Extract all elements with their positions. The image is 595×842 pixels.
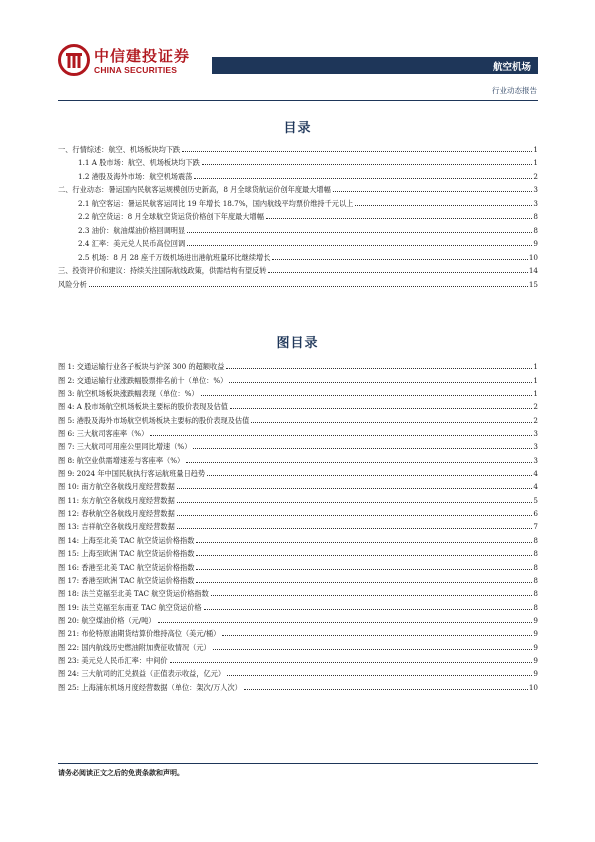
toc-title: 目录 <box>283 121 312 136</box>
page-number: 1 <box>533 389 538 399</box>
page-number: 10 <box>528 682 538 692</box>
entry-label: 图 17: 香港至欧洲 TAC 航空货运价格指数 <box>58 575 195 585</box>
page-number: 9 <box>533 629 538 639</box>
entry-label: 2.4 汇率：美元兑人民币高位回调 <box>78 239 186 248</box>
dot-leader <box>202 164 533 165</box>
page-number: 8 <box>533 602 538 612</box>
entry-label: 图 1: 交通运输行业各子板块与沪深 300 的超额收益 <box>58 362 225 372</box>
toc-entry[interactable] <box>58 235 538 249</box>
entry-label: 图 24: 三大航司的汇兑损益（正值表示收益，亿元） <box>58 669 226 679</box>
entry-label: 1.2 港股及海外市场：航空机场震荡 <box>78 171 193 181</box>
entry-label: 图 7: 三大航司可用座公里同比增速（%） <box>58 442 192 452</box>
figure-entry[interactable] <box>58 438 538 451</box>
page-number: 9 <box>533 615 538 625</box>
citic-logo-icon <box>58 44 90 76</box>
toc-entry[interactable] <box>58 194 538 208</box>
entry-label: 图 11: 东方航空各航线月度经营数据 <box>58 495 175 505</box>
figure-entry[interactable] <box>58 465 538 478</box>
toc-entry[interactable] <box>58 221 538 235</box>
page-number: 3 <box>533 185 538 194</box>
page-number: 4 <box>533 482 538 492</box>
page-number: 8 <box>533 589 538 599</box>
disclaimer-text: 请务必阅读正文之后的免责条款和声明。 <box>58 769 184 777</box>
figure-entry[interactable] <box>58 558 538 571</box>
dot-leader <box>170 662 533 663</box>
page-number: 4 <box>533 469 538 479</box>
figure-entry[interactable] <box>58 585 538 598</box>
figure-entry[interactable] <box>58 638 538 651</box>
figure-entry[interactable] <box>58 451 538 464</box>
dot-leader <box>213 649 533 650</box>
toc-entry[interactable] <box>58 181 538 195</box>
page-number: 10 <box>528 252 538 262</box>
entry-label: 2.5 机场：8 月 28 座千万级机场进出港航班量环比继续增长 <box>78 252 271 262</box>
dot-leader <box>177 488 533 489</box>
entry-label: 图 5: 港股及海外市场航空机场板块主要标的股价表现及估值 <box>58 415 250 425</box>
figure-entry[interactable] <box>58 572 538 585</box>
dot-leader <box>222 635 532 636</box>
entry-label: 图 9: 2024 年中国民航执行客运航班量日趋势 <box>58 469 206 479</box>
page-number: 14 <box>528 266 538 275</box>
page-number: 9 <box>533 655 538 665</box>
entry-label: 2.1 航空客运：暑运民航客运同比 19 年增长 18.7%，国内航线平均票价维持千元以上 <box>78 198 354 208</box>
entry-label: 图 12: 春秋航空各航线月度经营数据 <box>58 509 175 519</box>
dot-leader <box>158 622 533 623</box>
figure-entry[interactable] <box>58 612 538 625</box>
entry-label: 1.1 A 股市场：航空、机场板块均下跌 <box>78 158 200 167</box>
page-number: 9 <box>533 669 538 679</box>
header-divider <box>58 100 538 101</box>
dot-leader <box>194 178 532 179</box>
entry-label: 图 4: A 股市场航空机场板块主要标的股价表现及估值 <box>58 402 228 412</box>
page-number: 3 <box>533 455 538 465</box>
entry-label: 二、行业动态：暑运国内民航客运规模创历史新高，8 月全球货航运价创年度最大增幅 <box>58 185 331 194</box>
figure-entry[interactable] <box>58 531 538 544</box>
figure-entry[interactable] <box>58 411 538 424</box>
figure-entry[interactable] <box>58 518 538 531</box>
dot-leader <box>251 422 532 423</box>
page-number: 8 <box>533 225 538 235</box>
entry-label: 一、行情综述：航空、机场板块均下跌 <box>58 144 181 154</box>
entry-label: 图 16: 香港至北美 TAC 航空货运价格指数 <box>58 562 195 572</box>
entry-label: 风险分析 <box>58 279 87 289</box>
page-header <box>0 0 595 100</box>
page-number: 3 <box>533 429 538 439</box>
dot-leader <box>244 689 528 690</box>
page-number: 1 <box>533 362 538 372</box>
figure-entry[interactable] <box>58 385 538 398</box>
page-number: 8 <box>533 575 538 585</box>
dot-leader <box>186 462 532 463</box>
dot-leader <box>193 448 532 449</box>
dot-leader <box>211 595 533 596</box>
entry-label: 2.2 航空货运：8 月全球航空货运货价格创下年度最大增幅 <box>78 212 264 221</box>
figure-entry[interactable] <box>58 625 538 638</box>
entry-label: 图 18: 法兰克福至北美 TAC 航空货运价格指数 <box>58 589 209 599</box>
figure-entry[interactable] <box>58 652 538 665</box>
figure-entry[interactable] <box>58 478 538 491</box>
toc-entry[interactable] <box>58 140 538 154</box>
entry-label: 2.3 油价：航油煤油价格回调明显 <box>78 225 186 235</box>
entry-label: 图 15: 上海至欧洲 TAC 航空货运价格指数 <box>58 549 195 559</box>
toc-entry[interactable] <box>58 248 538 262</box>
sector-label: 航空机场 <box>492 62 531 73</box>
dot-leader <box>196 555 532 556</box>
dot-leader <box>177 502 533 503</box>
dot-leader <box>272 259 527 260</box>
page-number: 5 <box>533 495 538 505</box>
dot-leader <box>227 675 532 676</box>
toc-entry[interactable] <box>58 275 538 289</box>
logo-english-name: CHINA SECURITIES <box>94 65 178 75</box>
page-number: 2 <box>533 402 538 412</box>
page-number: 2 <box>533 415 538 425</box>
page-number: 15 <box>528 279 538 289</box>
dot-leader <box>177 515 533 516</box>
figure-entry[interactable] <box>58 491 538 504</box>
dot-leader <box>187 232 532 233</box>
dot-leader <box>89 286 528 287</box>
page-number: 1 <box>533 158 538 167</box>
page-number: 8 <box>533 212 538 221</box>
sector-banner <box>212 57 538 74</box>
dot-leader <box>196 569 532 570</box>
entry-label: 图 23: 美元兑人民币汇率：中间价 <box>58 655 168 665</box>
dot-leader <box>333 191 533 192</box>
entry-label: 图 21: 布伦特原油期货结算价维持高位（美元/桶） <box>58 629 221 639</box>
page-number: 8 <box>533 549 538 559</box>
dot-leader <box>201 395 533 396</box>
entry-label: 三、投资评价和建议：持续关注国际航线政策，供需结构有望反转 <box>58 266 267 275</box>
dot-leader <box>182 151 532 152</box>
entry-label: 图 20: 航空煤油价格（元/吨） <box>58 615 156 625</box>
entry-label: 图 14: 上海至北美 TAC 航空货运价格指数 <box>58 535 195 545</box>
report-type: 行业动态报告 <box>492 86 537 95</box>
dot-leader <box>196 582 532 583</box>
figure-entry[interactable] <box>58 598 538 611</box>
footer-divider <box>58 763 538 764</box>
company-logo <box>58 44 208 80</box>
figure-list-title: 图目录 <box>276 336 319 351</box>
page-number: 9 <box>533 642 538 652</box>
dot-leader <box>207 475 532 476</box>
toc-entry[interactable] <box>58 208 538 222</box>
dot-leader <box>268 272 527 273</box>
dot-leader <box>150 435 532 436</box>
entry-label: 图 25: 上海浦东机场月度经营数据（单位：架次/万人次） <box>58 682 242 692</box>
entry-label: 图 6: 三大航司客座率（%） <box>58 429 149 439</box>
entry-label: 图 13: 吉祥航空各航线月度经营数据 <box>58 522 175 532</box>
dot-leader <box>226 368 532 369</box>
figure-entry[interactable] <box>58 371 538 384</box>
figure-entry[interactable] <box>58 678 538 691</box>
page-number: 3 <box>533 198 538 208</box>
toc-entry[interactable] <box>58 167 538 181</box>
figure-list <box>58 358 538 692</box>
figure-entry[interactable] <box>58 358 538 371</box>
page-number: 3 <box>533 442 538 452</box>
logo-chinese-name: 中信建投证券 <box>94 47 191 65</box>
dot-leader <box>177 528 533 529</box>
dot-leader <box>204 609 533 610</box>
page-number: 2 <box>533 171 538 181</box>
dot-leader <box>196 542 532 543</box>
entry-label: 图 19: 法兰克福至东南亚 TAC 航空货运价格 <box>58 602 202 612</box>
entry-label: 图 2: 交通运输行业涨跌幅股票排名前十（单位：%） <box>58 375 228 385</box>
figure-entry[interactable] <box>58 425 538 438</box>
entry-label: 图 22: 国内航线历史燃油附加费征收情况（元） <box>58 642 211 652</box>
toc-entry[interactable] <box>58 154 538 168</box>
page-number: 8 <box>533 562 538 572</box>
dot-leader <box>229 382 532 383</box>
figure-entry[interactable] <box>58 665 538 678</box>
dot-leader <box>187 245 532 246</box>
figure-entry[interactable] <box>58 545 538 558</box>
entry-label: 图 8: 航空业供需增速差与客座率（%） <box>58 455 185 465</box>
entry-label: 图 10: 南方航空各航线月度经营数据 <box>58 482 175 492</box>
figure-entry[interactable] <box>58 398 538 411</box>
page-number: 6 <box>533 509 538 519</box>
page-number: 8 <box>533 535 538 545</box>
table-of-contents <box>58 140 538 289</box>
dot-leader <box>266 218 533 219</box>
page-number: 1 <box>533 144 538 154</box>
toc-entry[interactable] <box>58 262 538 276</box>
page-number: 1 <box>533 375 538 385</box>
entry-label: 图 3: 航空机场板块涨跌幅表现（单位：%） <box>58 389 199 399</box>
dot-leader <box>230 408 532 409</box>
page-number: 9 <box>533 239 538 248</box>
dot-leader <box>355 205 532 206</box>
page-number: 7 <box>533 522 538 532</box>
figure-entry[interactable] <box>58 505 538 518</box>
